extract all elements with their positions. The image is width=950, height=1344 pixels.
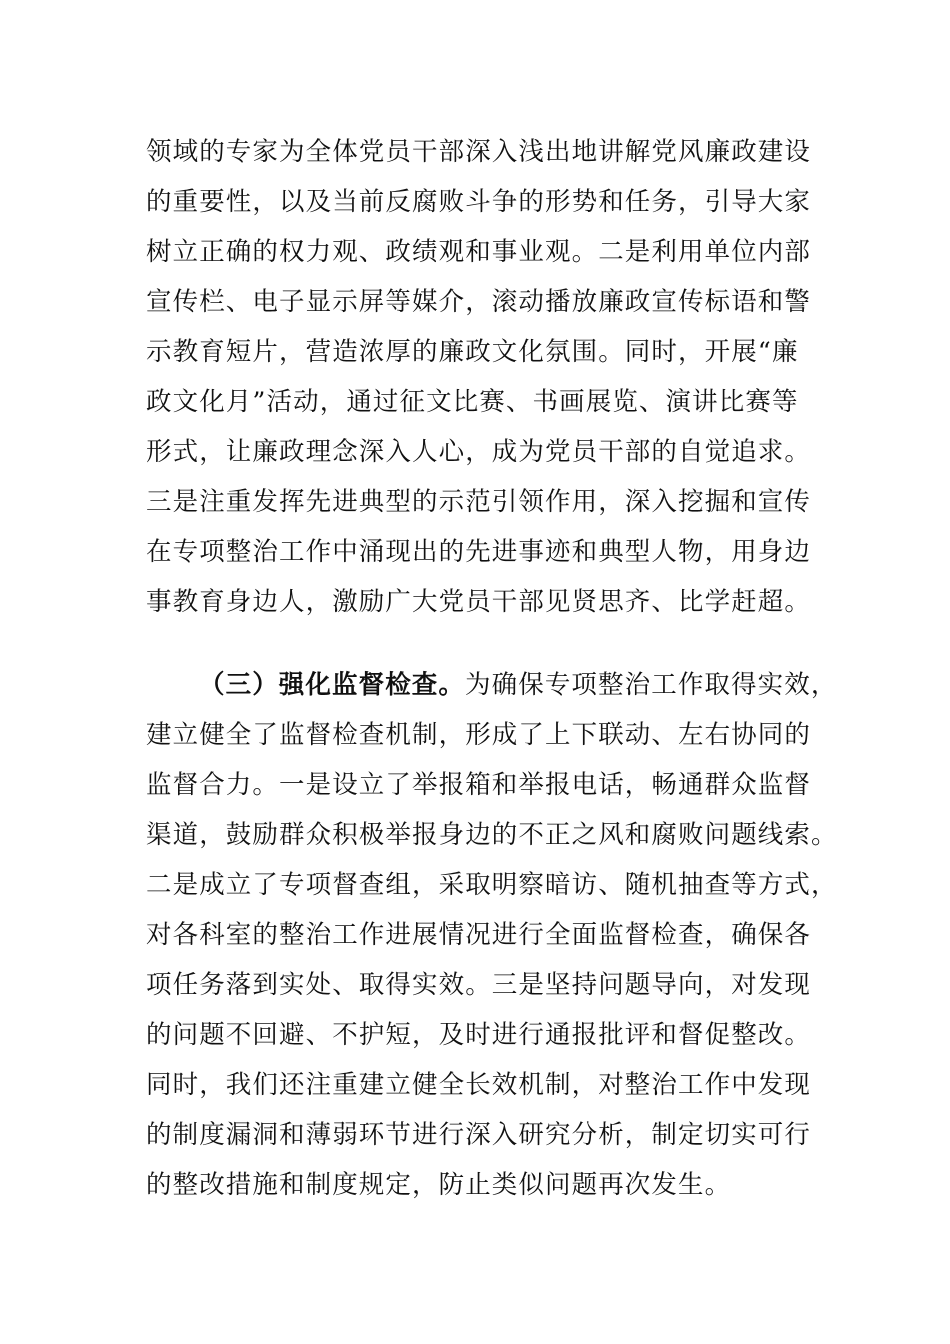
- section-3-first-line: [199, 668, 837, 702]
- paragraph-line: 在专项整治工作中涌现出的先进事迹和典型人物，用身边: [146, 537, 812, 567]
- section-3-first-line-text: 为确保专项整治工作取得实效，: [465, 670, 838, 700]
- paragraph-line: 事教育身边人，激励广大党员干部见贤思齐、比学赶超。: [146, 587, 812, 617]
- paragraph-line: 的问题不回避、不护短，及时进行通报批评和督促整改。: [146, 1020, 812, 1050]
- paragraph-line: 领域的专家为全体党员干部深入浅出地讲解党风廉政建设: [146, 137, 812, 167]
- paragraph-line: 三是注重发挥先进典型的示范引领作用，深入挖掘和宣传: [146, 487, 812, 517]
- paragraph-line: 对各科室的整治工作进展情况进行全面监督检查，确保各: [146, 920, 812, 950]
- paragraph-line: 渠道，鼓励群众积极举报身边的不正之风和腐败问题线索。: [146, 820, 838, 850]
- paragraph-line: 的重要性，以及当前反腐败斗争的形势和任务，引导大家: [146, 187, 812, 217]
- paragraph-line: 建立健全了监督检查机制，形成了上下联动、左右协同的: [146, 720, 812, 750]
- paragraph-line: 形式，让廉政理念深入人心，成为党员干部的自觉追求。: [146, 437, 812, 467]
- paragraph-line: 的制度漏洞和薄弱环节进行深入研究分析，制定切实可行: [146, 1120, 812, 1150]
- paragraph-line: 宣传栏、电子显示屏等媒介，滚动播放廉政宣传标语和警: [146, 287, 812, 317]
- paragraph-line: 同时，我们还注重建立健全长效机制，对整治工作中发现: [146, 1070, 812, 1100]
- section-3-heading: （三）强化监督检查。: [199, 670, 466, 700]
- paragraph-line: 监督合力。一是设立了举报箱和举报电话，畅通群众监督: [146, 770, 812, 800]
- paragraph-line: 示教育短片，营造浓厚的廉政文化氛围。同时，开展“廉: [146, 337, 799, 367]
- paragraph-line: 二是成立了专项督查组，采取明察暗访、随机抽查等方式，: [146, 870, 838, 900]
- paragraph-line: 的整改措施和制度规定，防止类似问题再次发生。: [146, 1170, 732, 1200]
- paragraph-line: 政文化月”活动，通过征文比赛、书画展览、演讲比赛等: [146, 387, 799, 417]
- paragraph-line: 树立正确的权力观、政绩观和事业观。二是利用单位内部: [146, 237, 812, 267]
- paragraph-line: 项任务落到实处、取得实效。三是坚持问题导向，对发现: [146, 970, 812, 1000]
